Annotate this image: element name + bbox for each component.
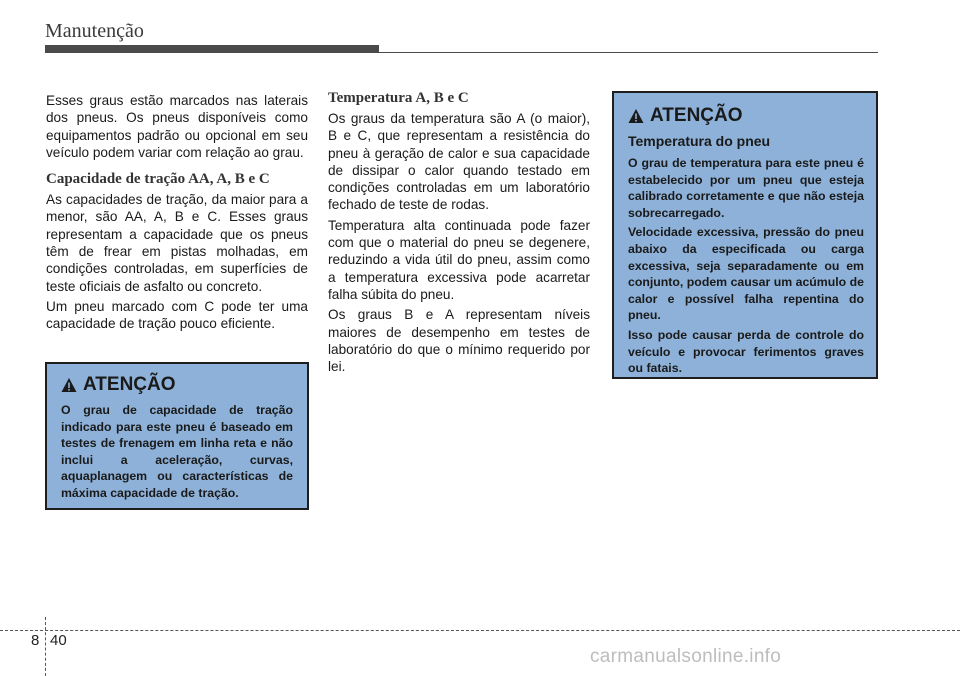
traction-paragraph-1: As capacidades de tração, da maior para a menor, são AA, A, B e C. Esses graus representam a capacidade que os pneus têm de frear em pistas molhadas, em condições controladas, em superfícies de teste oficiais de asfalto ou concreto. (46, 192, 308, 294)
warning-triangle-icon (628, 108, 644, 124)
header-bar-thin (379, 52, 878, 53)
warning-box-traction (45, 362, 309, 510)
temperature-paragraph-2: Temperatura alta continuada pode fazer com que o material do pneu se degenere, reduzindo a vida útil do pneu, assim como a temperatura excessiva pode acarretar falha súbita do pneu. (328, 217, 590, 302)
warning-triangle-icon (61, 377, 77, 393)
page-header-title: Manutenção (45, 20, 144, 42)
warning-title: ATENÇÃO (650, 105, 743, 126)
middle-column (328, 90, 590, 378)
traction-paragraph-2: Um pneu marcado com C pode ter uma capacidade de tração pouco eficiente. (46, 298, 308, 332)
warning-text: O grau de capacidade de tração indicado para este pneu é baseado em testes de frenagem em linha reta e não inclui a aceleração, curvas, aquaplanagem ou características de máxima capacidade de tração. (61, 403, 293, 500)
traction-heading: Capacidade de tração AA, A, B e C (46, 171, 270, 188)
warning-text-3: Isso pode causar perda de controle do veículo e provocar ferimentos graves ou fatais. (628, 327, 864, 376)
footer-vertical-divider (45, 617, 46, 676)
warning-text-2: Velocidade excessiva, pressão do pneu abaixo da especificada ou carga excessiva, seja separadamente ou em conjunto, podem causar um acúmulo de calor e possível falha repentina do pneu. (628, 225, 864, 323)
temperature-paragraph-1: Os graus da temperatura são A (o maior), B e C, que representam a resistência do pneu à geração de calor e sua capacidade de dissipar o calor quando testado em condições controladas em um laboratório fechado de teste de rodas. (328, 111, 590, 213)
warning-title: ATENÇÃO (83, 374, 176, 395)
chapter-number: 8 (31, 632, 40, 649)
temperature-heading: Temperatura A, B e C (328, 90, 469, 106)
page-number: 40 (50, 632, 67, 649)
warning-header (628, 105, 864, 127)
temperature-paragraph-3: Os graus B e A representam níveis maiores de desempenho em testes de laboratório do que o mínimo requerido por lei. (328, 307, 590, 375)
left-column (46, 92, 308, 336)
intro-paragraph: Esses graus estão marcados nas laterais dos pneus. Os pneus disponíveis como equipamentos padrão ou opcional em seu veículo podem variar com relação ao grau. (46, 93, 308, 160)
warning-box-temperature (612, 91, 878, 379)
footer-divider (0, 630, 960, 631)
header-bar-thick (45, 45, 379, 53)
warning-text-1: O grau de temperatura para este pneu é estabelecido por um pneu que esteja calibrado corretamente e que não esteja sobrecarregado. (628, 156, 864, 220)
warning-header (61, 374, 293, 396)
warning-subtitle: Temperatura do pneu (628, 133, 771, 149)
watermark-text: carmanualsonline.info (590, 646, 782, 667)
